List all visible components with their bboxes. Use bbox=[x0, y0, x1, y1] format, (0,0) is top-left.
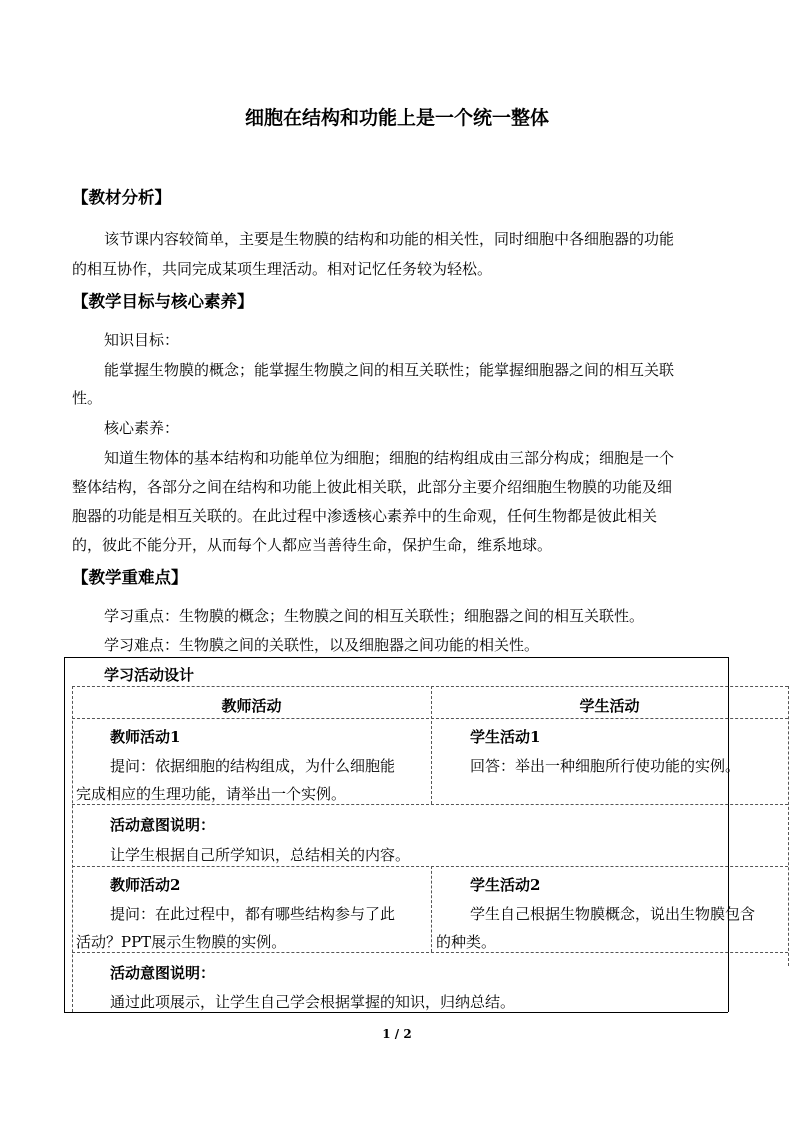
grid-line bbox=[72, 686, 788, 687]
intent-title: 活动意图说明： bbox=[110, 964, 216, 982]
section-heading-objectives: 【教学目标与核心素养】 bbox=[72, 292, 254, 311]
teacher-activity-title: 教师活动2 bbox=[110, 876, 181, 894]
teacher-activity-text: 活动？PPT展示生物膜的实例。 bbox=[76, 933, 287, 951]
student-activity-text: 回答：举出一种细胞所行使功能的实例。 bbox=[470, 757, 741, 775]
teacher-activity-text: 提问：在此过程中，都有哪些结构参与了此 bbox=[110, 905, 396, 923]
key-point: 学习重点：生物膜的概念；生物膜之间的相互关联性；细胞器之间的相互关联性。 bbox=[104, 607, 645, 625]
intent-text: 通过此项展示，让学生自己学会根据掌握的知识，归纳总结。 bbox=[110, 993, 516, 1011]
intent-text: 让学生根据自己所学知识，总结相关的内容。 bbox=[110, 846, 411, 864]
difficult-point: 学习难点：生物膜之间的关联性，以及细胞器之间功能的相关性。 bbox=[104, 636, 540, 654]
table-border-left bbox=[64, 657, 65, 1012]
table-caption: 学习活动设计 bbox=[104, 666, 195, 684]
student-activity-text: 学生自己根据生物膜概念，说出生物膜包含 bbox=[470, 905, 756, 923]
student-activity-title: 学生活动1 bbox=[470, 728, 541, 746]
grid-line bbox=[72, 718, 788, 719]
paragraph-line: 该节课内容较简单，主要是生物膜的结构和功能的相关性，同时细胞中各细胞器的功能 bbox=[104, 230, 675, 248]
grid-line bbox=[72, 686, 73, 1012]
paragraph-line: 整体结构，各部分之间在结构和功能上彼此相关联，此部分主要介绍细胞生物膜的功能及细 bbox=[72, 478, 673, 496]
teacher-activity-text: 完成相应的生理功能，请举出一个实例。 bbox=[76, 785, 347, 803]
paragraph-line: 能掌握生物膜的概念；能掌握生物膜之间的相互关联性；能掌握细胞器之间的相互关联 bbox=[104, 361, 675, 379]
knowledge-label: 知识目标： bbox=[104, 331, 180, 349]
header-teacher-activity: 教师活动 bbox=[221, 697, 282, 715]
student-activity-text: 的种类。 bbox=[436, 933, 497, 951]
grid-line bbox=[788, 686, 789, 966]
student-activity-title: 学生活动2 bbox=[470, 876, 541, 894]
paragraph-line: 性。 bbox=[72, 389, 103, 407]
header-student-activity: 学生活动 bbox=[579, 697, 640, 715]
section-heading-key-difficult: 【教学重难点】 bbox=[72, 568, 188, 587]
table-border-top bbox=[64, 657, 728, 658]
teacher-activity-title: 教师活动1 bbox=[110, 728, 181, 746]
paragraph-line: 的相互协作，共同完成某项生理活动。相对记忆任务较为轻松。 bbox=[72, 260, 493, 278]
paragraph-line: 知道生物体的基本结构和功能单位为细胞；细胞的结构组成由三部分构成；细胞是一个 bbox=[104, 449, 675, 467]
page-number: 1 / 2 bbox=[382, 1027, 412, 1041]
paragraph-line: 的，彼此不能分开，从而每个人都应当善待生命，保护生命，维系地球。 bbox=[72, 536, 553, 554]
grid-line bbox=[431, 866, 432, 952]
page-title: 细胞在结构和功能上是一个统一整体 bbox=[244, 107, 549, 129]
core-label: 核心素养： bbox=[104, 419, 180, 437]
section-heading-textbook-analysis: 【教材分析】 bbox=[72, 188, 171, 207]
intent-title: 活动意图说明： bbox=[110, 816, 216, 834]
teacher-activity-text: 提问：依据细胞的结构组成，为什么细胞能 bbox=[110, 757, 396, 775]
paragraph-line: 胞器的功能是相互关联的。在此过程中渗透核心素养中的生命观，任何生物都是彼此相关 bbox=[72, 507, 658, 525]
grid-line bbox=[72, 866, 788, 867]
